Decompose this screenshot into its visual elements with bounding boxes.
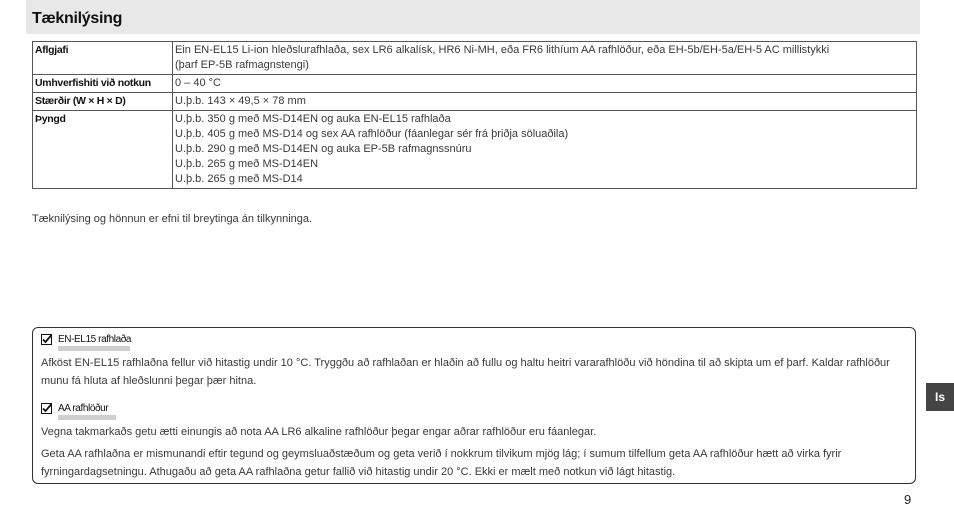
section-text: Geta AA rafhlaðna er mismunandi eftir tegund og geymsluaðstæðum og geta verið í nokkrum tilvikum mjög lág; í sumum tilfellum geta AA rafhlöður hætt að virka fyrir fyrningardagsetningu. Athugaðu að geta AA rafhlaðna getur fallið við hitastig undir 20 °C. Ekki er mælt með notkun við lágt hitastig. (41, 448, 842, 478)
page-number: 9 (904, 492, 912, 507)
spec-value-line: U.þ.b. 265 g með MS-D14 (175, 173, 303, 185)
checkbox-icon (41, 334, 52, 345)
table-row (33, 111, 917, 189)
section-text: Afköst EN-EL15 rafhlaðna fellur við hitastig undir 10 °C. Tryggðu að rafhlaðan er hlaðin að fullu og haltu heitri vararafhlöðu við höndina til að skipta um ef þarf. Kaldar rafhlöður munu fá hluta af hleðslunni þegar þær hitna. (41, 357, 890, 387)
spec-key: Umhverfishiti við notkun (33, 75, 173, 93)
section-title: AA rafhlöður (58, 403, 109, 414)
heading-underline (58, 346, 130, 351)
title-bar (26, 0, 920, 34)
spec-value-line: U.þ.b. 350 g með MS-D14EN og auka EN-EL15 rafhlaða (175, 113, 451, 125)
section-text: Vegna takmarkaðs getu ætti einungis að nota AA LR6 alkaline rafhlöður þegar engar aðrar rafhlöður eru fáanlegar. (41, 426, 597, 438)
spec-value (173, 42, 917, 75)
spec-key: Stærðir (W × H × D) (33, 93, 173, 111)
spec-value (173, 93, 917, 111)
heading-underline (58, 415, 116, 420)
spec-table (32, 41, 917, 189)
spec-value (173, 111, 917, 189)
spec-value-line: U.þ.b. 290 g með MS-D14EN og auka EP-5B rafmagnssnúru (175, 143, 472, 155)
table-row (33, 93, 917, 111)
language-tab: Is (926, 383, 954, 411)
spec-value-line: 0 – 40 °C (175, 77, 221, 89)
disclaimer-note: Tæknilýsing og hönnun er efni til breytinga án tilkynninga. (32, 213, 313, 225)
spec-value (173, 75, 917, 93)
spec-value-line: (þarf EP-5B rafmagnstengi) (175, 59, 309, 71)
spec-value-line: Ein EN-EL15 Li-ion hleðslurafhlaða, sex LR6 alkalísk, HR6 Ni-MH, eða FR6 lithíum AA rafhlöður, eða EH-5b/EH-5a/EH-5 AC millistykki (175, 44, 830, 56)
spec-value-line: U.þ.b. 405 g með MS-D14 og sex AA rafhlöður (fáanlegar sér frá þriðja söluaðila) (175, 128, 569, 140)
checkbox-icon (41, 403, 52, 414)
spec-key: Þyngd (33, 111, 173, 189)
section-heading (41, 403, 108, 414)
spec-value-line: U.þ.b. 143 × 49,5 × 78 mm (175, 95, 306, 107)
page-title: Tæknilýsing (32, 10, 123, 27)
section-heading (41, 334, 131, 345)
spec-value-line: U.þ.b. 265 g með MS-D14EN (175, 158, 319, 170)
info-box (32, 327, 916, 484)
section-title: EN-EL15 rafhlaða (58, 334, 132, 345)
spec-key: Aflgjafi (33, 42, 173, 75)
table-row (33, 75, 917, 93)
table-row (33, 42, 917, 75)
